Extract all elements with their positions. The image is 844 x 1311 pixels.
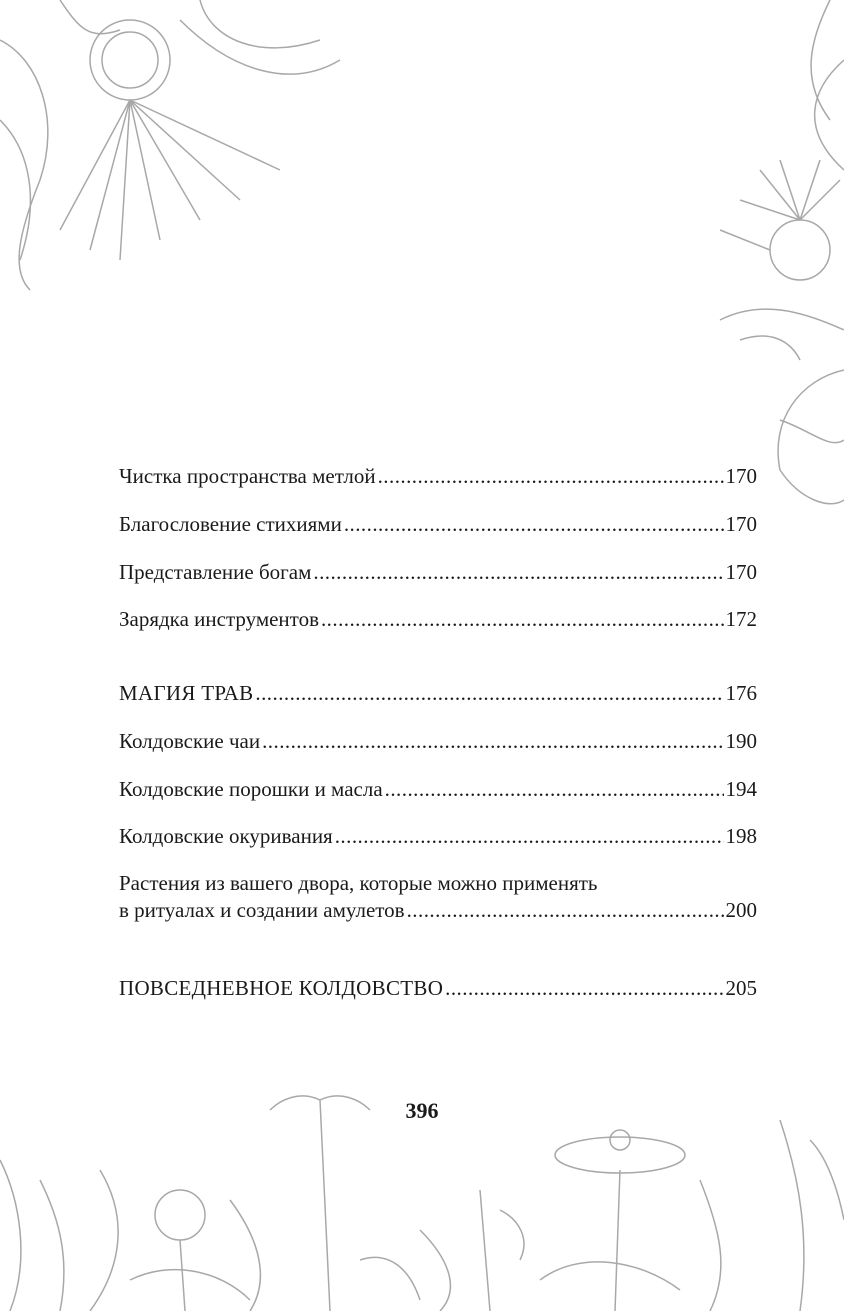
toc-entry-page: 198 — [725, 824, 757, 848]
toc-entry[interactable] — [119, 776, 757, 802]
botanical-illustration-right — [680, 0, 844, 520]
dot-leader — [445, 975, 723, 1001]
toc-entry-title-line1: Растения из вашего двора, которые можно применять — [119, 871, 598, 895]
toc-entry-page: 194 — [725, 777, 757, 801]
toc-entry-page: 190 — [725, 729, 757, 753]
toc-entry-page: 170 — [725, 560, 757, 584]
toc-section-entry[interactable] — [119, 975, 757, 1001]
toc-entry-page: 176 — [725, 681, 757, 705]
toc-entry-title: в ритуалах и создании амулетов — [119, 898, 405, 922]
toc-entry[interactable] — [119, 823, 757, 849]
toc-entry-title: Представление богам — [119, 560, 312, 584]
dot-leader — [378, 463, 724, 489]
toc-entry-title: Колдовские окуривания — [119, 824, 333, 848]
toc-entry-title: Благословение стихиями — [119, 512, 342, 536]
toc-entry[interactable] — [119, 511, 757, 537]
dot-leader — [335, 823, 724, 849]
dot-leader — [407, 897, 724, 923]
toc-entry-page: 172 — [725, 607, 757, 631]
dot-leader — [255, 680, 723, 706]
toc-entry-title: Зарядка инструментов — [119, 607, 319, 631]
toc-entry-page: 200 — [725, 898, 757, 922]
toc-entry-title: Чистка пространства метлой — [119, 464, 376, 488]
toc-entry[interactable] — [119, 897, 757, 923]
toc-entry[interactable] — [119, 463, 757, 489]
toc-entry-title: Колдовские чаи — [119, 729, 261, 753]
page-number: 396 — [405, 1098, 439, 1123]
dot-leader — [262, 728, 723, 754]
toc-entry-page: 170 — [725, 512, 757, 536]
toc-entry-title: ПОВСЕДНЕВНОЕ КОЛДОВСТВО — [119, 976, 444, 1000]
toc-entry[interactable] — [119, 559, 757, 585]
toc-entry[interactable] — [119, 728, 757, 754]
toc-entry-page: 205 — [725, 976, 757, 1000]
toc-entry-title: Колдовские порошки и масла — [119, 777, 383, 801]
dot-leader — [344, 511, 724, 537]
toc-entry[interactable] — [119, 606, 757, 632]
botanical-illustration-top-left — [0, 0, 350, 300]
toc-entry-title: МАГИЯ ТРАВ — [119, 681, 254, 705]
toc-section-entry[interactable] — [119, 680, 757, 706]
dot-leader — [321, 606, 724, 632]
dot-leader — [385, 776, 724, 802]
dot-leader — [313, 559, 723, 585]
toc-entry-page: 170 — [725, 464, 757, 488]
